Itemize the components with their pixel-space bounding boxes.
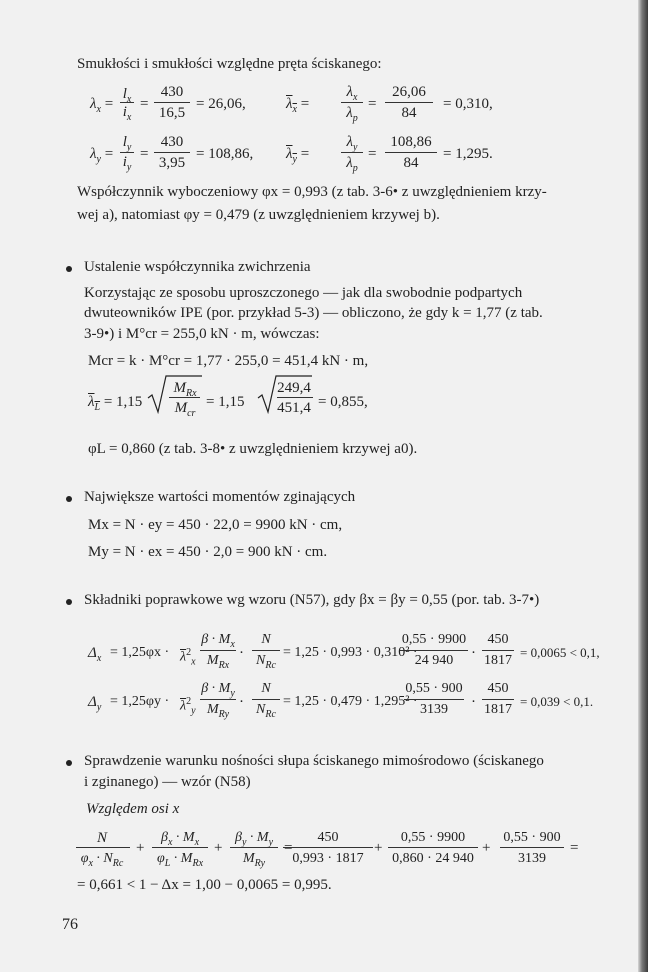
page-number: 76	[62, 916, 78, 933]
lambda-y-rel-symbol: $\lambda_y$ =	[286, 146, 310, 165]
buckling-line-2: wej a), natomiast φy = 0,479 (z uwzględnieniem krzywej b).	[77, 207, 440, 223]
n58-final: = 0,661 < 1 − Δx = 1,00 − 0,0065 = 0,995.	[77, 877, 332, 893]
lambda-x-result: = 26,06,	[196, 96, 246, 112]
n58-d2: 0,860 · 24 940	[392, 851, 474, 866]
frac-bar	[120, 102, 134, 103]
delta-y-n1: 0,55 · 900	[405, 681, 463, 696]
frac-bar	[500, 847, 564, 848]
frac-bar	[385, 102, 433, 103]
lambda-L-result: = 0,855,	[318, 394, 368, 410]
delta-x-result: = 0,0065 < 0,1,	[520, 645, 600, 660]
lambda-L-prefix: = 1,15	[206, 394, 245, 410]
frac-bar	[252, 650, 280, 651]
frac-bar	[252, 699, 280, 700]
lambda-y-num: 430	[160, 134, 184, 150]
lambda-y-rel-result: = 1,295.	[443, 146, 493, 162]
frac-bar	[341, 152, 363, 153]
n58-d1: 0,993 · 1817	[292, 851, 364, 866]
frac-bar	[200, 650, 236, 651]
mcr-equation: Mcr = k · M°cr = 1,77 · 255,0 = 451,4 kN · m,	[88, 353, 369, 369]
section1-para-2: dwuteowników IPE (por. przykład 5-3) — obliczono, że gdy k = 1,77 (z tab.	[84, 305, 543, 321]
frac-bar	[283, 847, 373, 848]
frac-bar	[277, 397, 313, 398]
section3-heading: Składniki poprawkowe wg wzoru (N57), gdy βx = βy = 0,55 (por. tab. 3-7•)	[84, 592, 540, 608]
book-spine	[638, 0, 648, 972]
section4-heading-1: Sprawdzenie warunku nośności słupa ściskanego mimośrodowo (ściskanego	[84, 753, 544, 769]
bullet-icon	[66, 266, 72, 272]
delta-y-d2: 1817	[484, 702, 512, 717]
frac-bar	[200, 699, 236, 700]
lambda-y-rel-num: 108,86	[390, 134, 432, 150]
frac-bar	[404, 699, 464, 700]
mx-equation: Mx = N · ey = 450 · 22,0 = 9900 kN · cm,	[88, 517, 343, 533]
delta-y-n2: 450	[487, 681, 509, 696]
section1-para-3: 3-9•) i M°cr = 255,0 kN · m, wówczas:	[84, 326, 320, 342]
frac-bar	[482, 650, 514, 651]
delta-x-n1: 0,55 · 9900	[401, 632, 467, 647]
lambda-L-den: 451,4	[277, 400, 311, 416]
n58-n2: 0,55 · 9900	[400, 830, 466, 845]
frac-bar	[120, 152, 134, 153]
lambda-x-rel-symbol: $\lambda_x$ =	[286, 96, 310, 115]
lambda-x-rel-result: = 0,310,	[443, 96, 493, 112]
delta-y-result: = 0,039 < 0,1.	[520, 694, 594, 709]
my-equation: My = N · ex = 450 · 2,0 = 900 kN · cm.	[88, 544, 328, 560]
axis-label: Względem osi x	[86, 801, 180, 817]
frac-bar	[482, 699, 514, 700]
frac-bar	[154, 102, 190, 103]
n58-n3: 0,55 · 900	[503, 830, 561, 845]
frac-bar	[152, 847, 208, 848]
phi-L-text: φL = 0,860 (z tab. 3-8• z uwzględnieniem krzywej a0).	[88, 441, 418, 457]
frac-bar	[154, 152, 190, 153]
frac-lx-num: $l_x$	[122, 86, 132, 105]
frac-bar	[169, 397, 200, 398]
frac-bar	[76, 847, 130, 848]
frac-bar	[388, 847, 478, 848]
bullet-icon	[66, 599, 72, 605]
frac-ix-den: $i_x$	[122, 104, 132, 123]
bullet-icon	[66, 760, 72, 766]
lambda-L-num: 249,4	[277, 380, 311, 396]
lambda-y-den: 3,95	[158, 155, 186, 171]
intro-text: Smukłości i smukłości względne pręta ściskanego:	[77, 56, 382, 72]
delta-x-d1: 24 940	[414, 653, 454, 668]
lambda-x-den: 16,5	[158, 105, 186, 121]
buckling-line-1: Współczynnik wyboczeniowy φx = 0,993 (z tab. 3-6• z uwzględnieniem krzy-	[77, 184, 547, 200]
delta-x-symbol: $\Delta_x$	[88, 645, 102, 664]
delta-y-d1: 3139	[420, 702, 448, 717]
delta-x-coef: = 1,25φx ·	[110, 645, 170, 660]
n58-d3: 3139	[518, 851, 546, 866]
delta-x-n2: 450	[487, 632, 509, 647]
delta-y-mid: = 1,25 · 0,479 · 1,295² ·	[283, 694, 418, 709]
frac-bar	[230, 847, 278, 848]
lambda-y-symbol: $\lambda_y$ =	[90, 146, 114, 165]
lambda-x-rel-den: 84	[401, 105, 417, 121]
delta-y-symbol: $\Delta_y$	[88, 694, 102, 713]
lambda-x-symbol: $\lambda_x$ =	[90, 96, 114, 115]
frac-bar	[385, 152, 437, 153]
lambda-y-rel-den: 84	[403, 155, 419, 171]
section2-heading: Największe wartości momentów zginających	[84, 489, 356, 505]
lambda-x-rel-num: 26,06	[392, 84, 426, 100]
delta-x-d2: 1817	[484, 653, 512, 668]
book-page: Smukłości i smukłości względne pręta ściskanego: $\lambda_x$ = $l_x$ $i_x$ = 430 16,5 = 26,06, $\lambda_x$ = $\lambda_x$ $\lambda_p$ = 26,06 84 = 0,310, $\lambda_y$ = $l_y$ $i_y$ = 430 3,95 = 108,86, $\lambda_y$ = $\lambda_y$ $\lambda_p$ = 108,86 84 = 1,295. Współczynnik wyboczeniowy φx = 0,993 (z tab. 3-6• z uwzględnieniem krzy- wej a), natomiast φy = 0,479 (z uwzględnieniem krzywej b). Ustalenie współczynnika zwichrzenia Korzystając ze sposobu uproszczonego — jak dla swobodnie podpartych dwuteowników IPE (por. przykład 5-3) — obliczono, że gdy k = 1,77 (z tab. 3-9•) i M°cr = 255,0 kN · m, wówczas: Mcr = k · M°cr = 1,77 · 255,0 = 451,4 kN · m, $\lambda_L = 1,15$ $M_{Rx}$ $M_{cr}$ = 1,15 249,4 451,4 = 0,855, φL = 0,860 (z tab. 3-8• z uwzględnieniem krzywej a0). Największe wartości momentów zginających Mx = N · ey = 450 · 22,0 = 9900 kN · cm, My = N · ex = 450 · 2,0 = 900 kN · cm. Składniki poprawkowe wg wzoru (N57), gdy βx = βy = 0,55 (por. tab. 3-7•) $\Delta_x$ = 1,25φx · $\overline{\lambda}^2_x$ $\beta \cdot M_x$ $M_{Rx}$ · N $N_{Rc}$ = 1,25 · 0,993 · 0,310² · 0,55 · 9900 24 940 · 450 1817 = 0,0065 < 0,1, $\Delta_y$ = 1,25φy · $\overline{\lambda}^2_y$ $\beta \cdot M_y$ $M_{Ry}$ · N $N_{Rc}$ = 1,25 · 0,479 · 1,295² · 0,55 · 900 3139 · 450 1817 = 0,039 < 0,1. Sprawdzenie warunku nośności słupa ściskanego mimośrodowo (ściskanego i zginanego) — wzór (N58) Względem osi x N $\varphi_x \cdot N_{Rc}$ + $\beta_x \cdot M_x$ $\varphi_L \cdot M_{Rx}$ + $\beta_y \cdot M_y$ $M_{Ry}$ = 450 0,993 · 1817 + 0,55 · 9900 0,860 · 24 940 + 0,55 · 900 3139 = = 0,661 < 1 − Δx = 1,00 − 0,0065 = 0,995. 76	[0, 0, 638, 972]
frac-bar	[341, 102, 363, 103]
lambda-y-result: = 108,86,	[196, 146, 254, 162]
delta-x-mid: = 1,25 · 0,993 · 0,310² ·	[283, 645, 418, 660]
bullet-icon	[66, 496, 72, 502]
frac-bar	[400, 650, 468, 651]
section4-heading-2: i zginanego) — wzór (N58)	[84, 774, 251, 790]
lambda-x-num: 430	[160, 84, 184, 100]
lambda-L-symbol: $\lambda_L = 1,15$	[88, 394, 143, 413]
delta-y-coef: = 1,25φy ·	[110, 694, 170, 709]
section1-para-1: Korzystając ze sposobu uproszczonego — jak dla swobodnie podpartych	[84, 285, 523, 301]
n58-n1: 450	[317, 830, 339, 845]
section1-heading: Ustalenie współczynnika zwichrzenia	[84, 259, 311, 275]
